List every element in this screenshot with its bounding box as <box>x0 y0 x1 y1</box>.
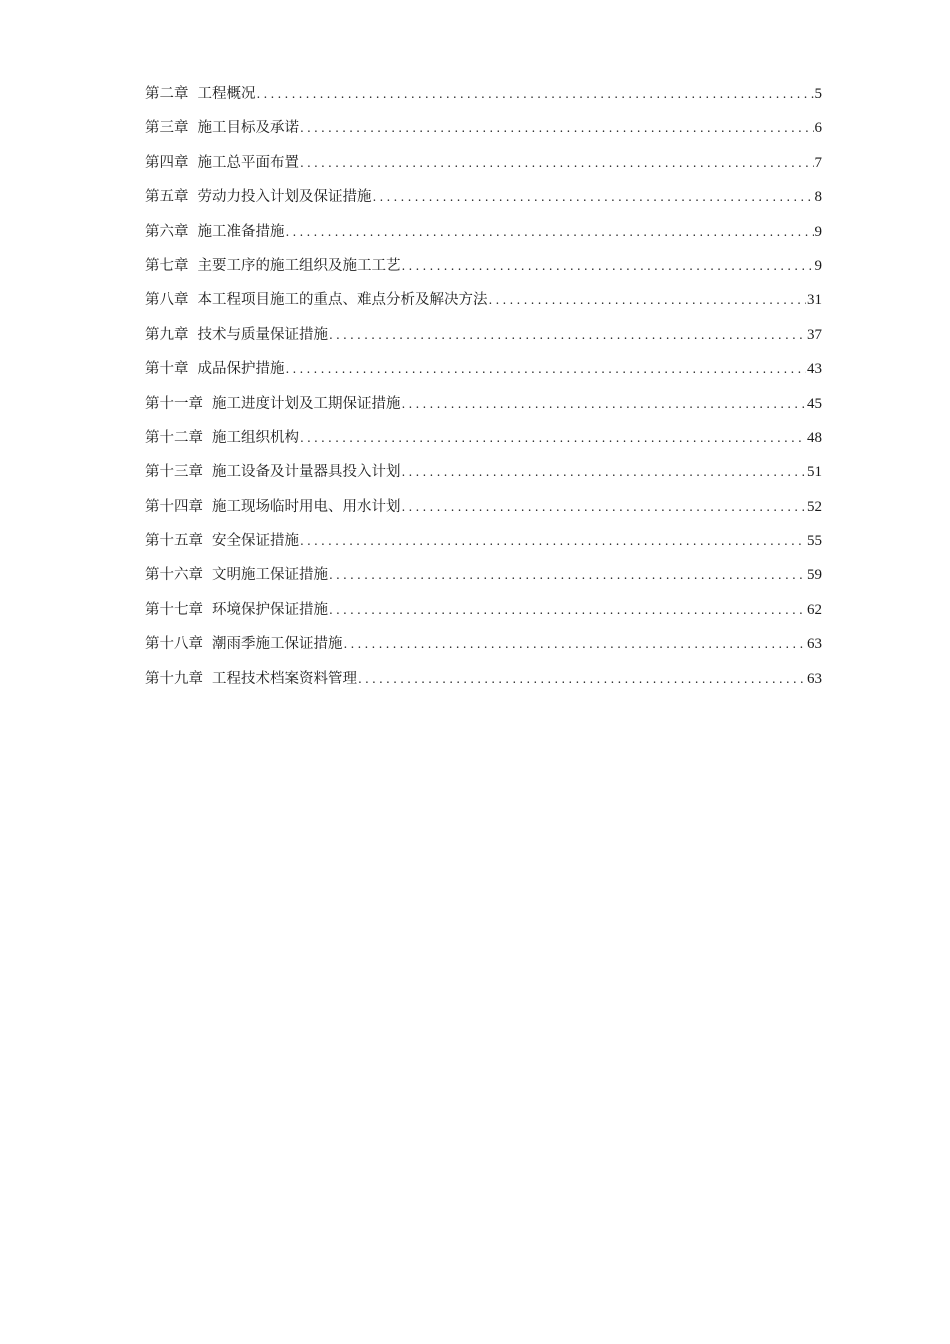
toc-page-number: 9 <box>814 257 822 274</box>
toc-chapter-number: 第十三章 <box>145 464 203 481</box>
toc-chapter-title: 本工程项目施工的重点、难点分析及解决方法 <box>197 292 488 309</box>
toc-chapter-title: 成品保护措施 <box>197 361 285 378</box>
toc-dot-leader <box>373 183 814 211</box>
toc-entry[interactable] <box>145 493 822 527</box>
toc-chapter-number: 第二章 <box>145 86 189 102</box>
toc-page-number: 7 <box>814 154 822 171</box>
toc-page-number: 55 <box>807 533 822 550</box>
toc-dot-leader <box>286 355 807 383</box>
table-of-contents <box>145 80 822 699</box>
toc-page-number: 45 <box>807 395 822 412</box>
toc-entry[interactable] <box>145 458 822 492</box>
toc-page-number: 48 <box>807 429 822 446</box>
toc-chapter-title: 施工总平面布置 <box>197 154 299 171</box>
toc-page-number: 37 <box>807 326 822 343</box>
toc-page-number: 62 <box>807 601 822 618</box>
toc-chapter-number: 第十六章 <box>145 567 203 584</box>
toc-dot-leader <box>402 390 807 418</box>
toc-dot-leader <box>300 424 806 452</box>
toc-page-number: 8 <box>814 189 822 206</box>
toc-entry[interactable] <box>145 321 822 355</box>
toc-entry[interactable] <box>145 286 822 320</box>
toc-dot-leader <box>329 596 806 624</box>
toc-chapter-number: 第十四章 <box>145 498 203 515</box>
toc-page-number: 51 <box>807 464 822 481</box>
toc-chapter-title: 环境保护保证措施 <box>212 601 328 618</box>
toc-entry[interactable] <box>145 114 822 148</box>
toc-dot-leader <box>329 561 806 589</box>
toc-entry[interactable] <box>145 183 822 217</box>
toc-page-number: 52 <box>807 498 822 515</box>
toc-entry[interactable] <box>145 527 822 561</box>
toc-chapter-title: 施工设备及计量器具投入计划 <box>212 464 401 481</box>
toc-page-number: 5 <box>814 86 822 102</box>
toc-chapter-title: 劳动力投入计划及保证措施 <box>197 189 372 206</box>
toc-entry[interactable] <box>145 630 822 664</box>
toc-chapter-number: 第三章 <box>145 120 189 137</box>
toc-page-number: 63 <box>807 636 822 653</box>
toc-dot-leader <box>489 286 807 314</box>
toc-chapter-number: 第十一章 <box>145 395 203 412</box>
toc-dot-leader <box>300 527 806 555</box>
toc-dot-leader <box>329 321 806 349</box>
toc-chapter-number: 第十章 <box>145 361 189 378</box>
toc-chapter-number: 第十二章 <box>145 429 203 446</box>
toc-dot-leader <box>358 665 806 693</box>
toc-dot-leader <box>344 630 807 658</box>
toc-entry[interactable] <box>145 80 822 114</box>
toc-chapter-number: 第十五章 <box>145 533 203 550</box>
toc-entry[interactable] <box>145 596 822 630</box>
toc-entry[interactable] <box>145 252 822 286</box>
toc-chapter-title: 施工目标及承诺 <box>197 120 299 137</box>
toc-dot-leader <box>257 80 814 108</box>
toc-chapter-number: 第九章 <box>145 326 189 343</box>
toc-chapter-number: 第十八章 <box>145 636 203 653</box>
toc-dot-leader <box>286 218 814 246</box>
toc-chapter-title: 施工现场临时用电、用水计划 <box>212 498 401 515</box>
toc-chapter-title: 施工组织机构 <box>212 429 299 446</box>
toc-dot-leader <box>402 252 814 280</box>
toc-chapter-title: 技术与质量保证措施 <box>197 326 328 343</box>
toc-page-number: 6 <box>814 120 822 137</box>
toc-chapter-number: 第八章 <box>145 292 189 309</box>
toc-chapter-number: 第六章 <box>145 223 189 240</box>
toc-page-number: 43 <box>807 361 822 378</box>
toc-chapter-title: 主要工序的施工组织及施工工艺 <box>197 257 401 274</box>
toc-chapter-title: 工程概况 <box>197 86 256 102</box>
toc-chapter-number: 第十九章 <box>145 670 203 687</box>
toc-chapter-title: 安全保证措施 <box>212 533 299 550</box>
toc-dot-leader <box>300 149 814 177</box>
toc-page-number: 59 <box>807 567 822 584</box>
toc-entry[interactable] <box>145 561 822 595</box>
toc-entry[interactable] <box>145 390 822 424</box>
toc-chapter-title: 潮雨季施工保证措施 <box>212 636 343 653</box>
toc-chapter-title: 工程技术档案资料管理 <box>212 670 357 687</box>
toc-page-number: 31 <box>807 292 822 309</box>
toc-entry[interactable] <box>145 355 822 389</box>
toc-chapter-title: 施工准备措施 <box>197 223 285 240</box>
toc-entry[interactable] <box>145 665 822 699</box>
toc-chapter-number: 第四章 <box>145 154 189 171</box>
toc-page-number: 9 <box>814 223 822 240</box>
toc-page-number: 63 <box>807 670 822 687</box>
toc-entry[interactable] <box>145 424 822 458</box>
toc-chapter-title: 施工进度计划及工期保证措施 <box>212 395 401 412</box>
toc-chapter-number: 第五章 <box>145 189 189 206</box>
toc-dot-leader <box>402 493 807 521</box>
toc-entry[interactable] <box>145 218 822 252</box>
toc-dot-leader <box>402 458 807 486</box>
toc-chapter-title: 文明施工保证措施 <box>212 567 328 584</box>
toc-dot-leader <box>300 114 814 142</box>
toc-chapter-number: 第七章 <box>145 257 189 274</box>
toc-chapter-number: 第十七章 <box>145 601 203 618</box>
toc-entry[interactable] <box>145 149 822 183</box>
